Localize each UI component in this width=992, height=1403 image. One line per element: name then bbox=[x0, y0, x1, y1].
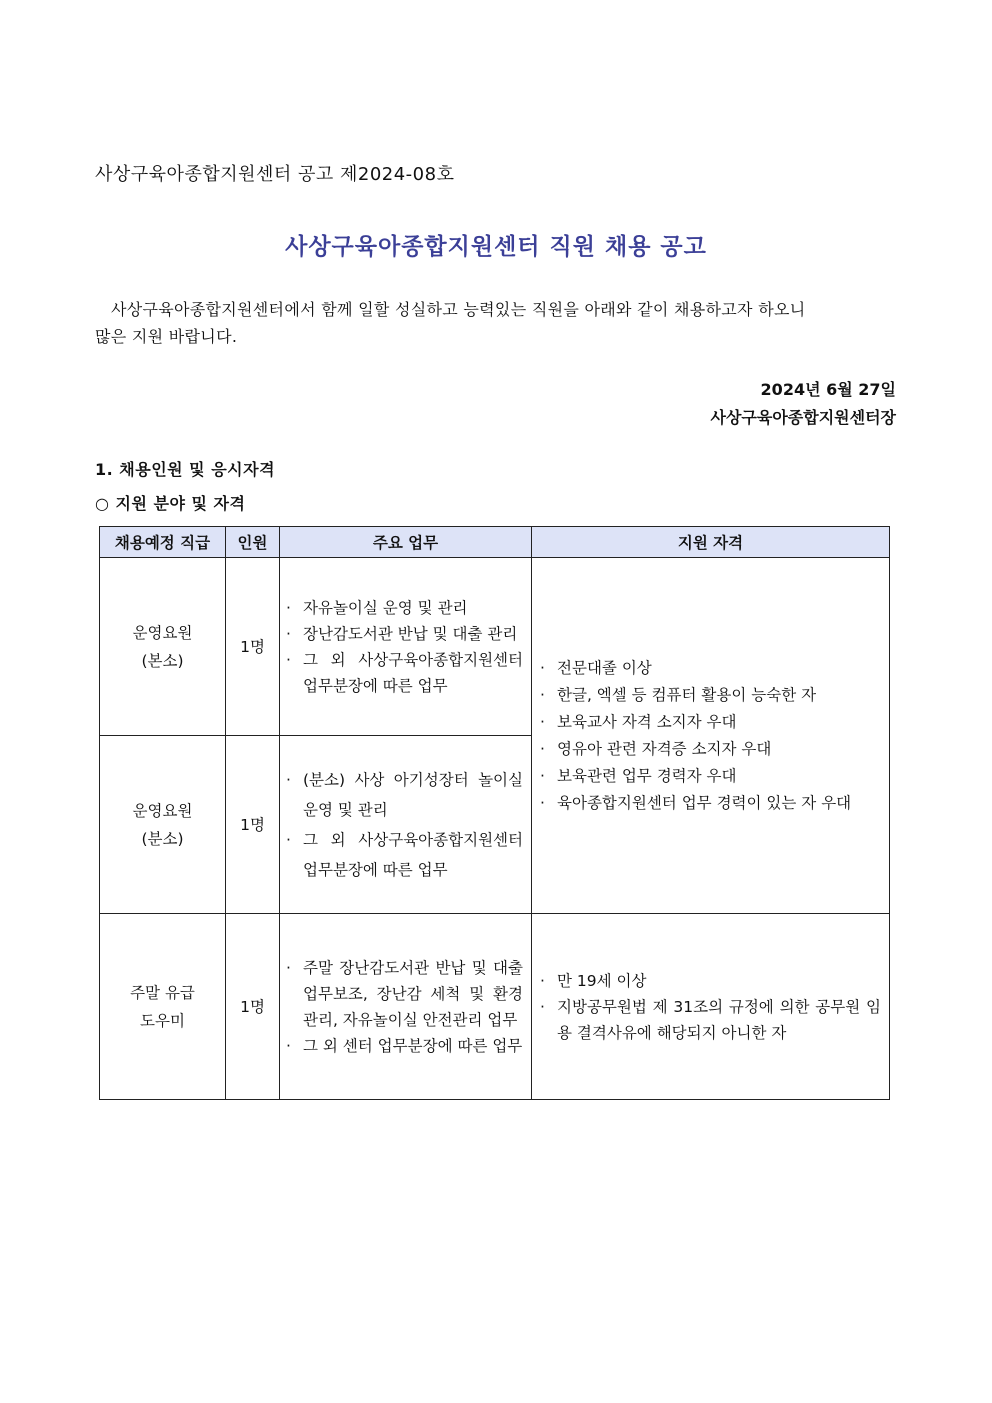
header-position: 채용예정 직급 bbox=[100, 527, 226, 558]
bullet: · bbox=[540, 793, 545, 812]
page-title: 사상구육아종합지원센터 직원 채용 공고 bbox=[285, 234, 707, 260]
qualification-item bbox=[540, 709, 881, 736]
intro-paragraph bbox=[95, 296, 895, 350]
bullet: · bbox=[540, 712, 545, 731]
bullet: · bbox=[540, 739, 545, 758]
shared-qualifications-cell bbox=[532, 558, 890, 914]
qualification-item bbox=[540, 763, 881, 790]
duty-text: 자유놀이실 운영 및 관리 bbox=[303, 598, 468, 617]
bullet: · bbox=[286, 770, 291, 789]
bullet: · bbox=[540, 658, 545, 677]
qualification-text: 영유아 관련 자격증 소지자 우대 bbox=[557, 739, 772, 758]
notice-number: 사상구육아종합지원센터 공고 제2024-08호 bbox=[95, 164, 455, 185]
header-duties: 주요 업무 bbox=[280, 527, 532, 558]
position-name: 운영요원 bbox=[132, 801, 193, 820]
duty-text: (분소) 사상 아기성장터 놀이실 운영 및 관리 bbox=[303, 770, 523, 819]
table-header-row bbox=[100, 527, 890, 558]
bullet: · bbox=[286, 650, 291, 669]
bullet: · bbox=[286, 958, 291, 977]
qualification-item bbox=[540, 968, 881, 994]
duty-item bbox=[286, 765, 523, 825]
qualification-item bbox=[540, 736, 881, 763]
duty-item bbox=[286, 621, 523, 647]
bullet: · bbox=[540, 971, 545, 990]
qualification-text: 지방공무원법 제 31조의 규정에 의한 공무원 임용 결격사유에 해당되지 아니한 자 bbox=[557, 997, 881, 1042]
duty-item bbox=[286, 595, 523, 621]
qualification-text: 전문대졸 이상 bbox=[557, 658, 652, 677]
subsection-title: ○ 지원 분야 및 자격 bbox=[95, 494, 246, 513]
duty-item bbox=[286, 1033, 523, 1059]
signature-block bbox=[711, 376, 896, 432]
headcount-cell: 1명 bbox=[226, 558, 280, 736]
header-qualifications: 지원 자격 bbox=[532, 527, 890, 558]
duty-text: 그 외 센터 업무분장에 따른 업무 bbox=[303, 1036, 523, 1055]
position-location: (본소) bbox=[141, 651, 184, 670]
duty-item bbox=[286, 825, 523, 885]
bullet: · bbox=[286, 598, 291, 617]
bullet: · bbox=[286, 624, 291, 643]
bullet: · bbox=[540, 685, 545, 704]
qualification-item bbox=[540, 655, 881, 682]
recruitment-table bbox=[99, 526, 890, 1100]
bullet: · bbox=[286, 830, 291, 849]
qualification-text: 한글, 엑셀 등 컴퓨터 활용이 능숙한 자 bbox=[557, 685, 817, 704]
duties-cell bbox=[280, 736, 532, 914]
bullet: · bbox=[286, 1036, 291, 1055]
position-location: (분소) bbox=[141, 829, 184, 848]
header-count: 인원 bbox=[226, 527, 280, 558]
qualification-item bbox=[540, 682, 881, 709]
qualifications-cell bbox=[532, 914, 890, 1100]
table-row bbox=[100, 914, 890, 1100]
position-location: 도우미 bbox=[140, 1011, 185, 1030]
section-title: 1. 채용인원 및 응시자격 bbox=[95, 460, 276, 479]
headcount-cell: 1명 bbox=[226, 736, 280, 914]
notice-date: 2024년 6월 27일 bbox=[760, 380, 896, 399]
bullet: · bbox=[540, 997, 545, 1016]
duty-item bbox=[286, 955, 523, 1033]
position-cell bbox=[100, 558, 226, 736]
position-cell bbox=[100, 736, 226, 914]
duty-text: 그 외 사상구육아종합지원센터 업무분장에 따른 업무 bbox=[303, 650, 523, 695]
qualification-text: 보육관련 업무 경력자 우대 bbox=[557, 766, 737, 785]
signatory: 사상구육아종합지원센터장 bbox=[710, 408, 896, 427]
intro-line-2: 많은 지원 바랍니다. bbox=[95, 327, 238, 346]
bullet: · bbox=[540, 766, 545, 785]
qualification-text: 만 19세 이상 bbox=[557, 971, 647, 990]
duty-text: 주말 장난감도서관 반납 및 대출 업무보조, 장난감 세척 및 환경 관리, 자유놀이실 안전관리 업무 bbox=[303, 958, 523, 1029]
position-name: 주말 유급 bbox=[130, 983, 195, 1002]
qualification-item bbox=[540, 790, 881, 817]
qualification-item bbox=[540, 994, 881, 1046]
duties-cell bbox=[280, 914, 532, 1100]
position-name: 운영요원 bbox=[132, 623, 193, 642]
duty-text: 장난감도서관 반납 및 대출 관리 bbox=[303, 624, 518, 643]
duties-cell bbox=[280, 558, 532, 736]
headcount-cell: 1명 bbox=[226, 914, 280, 1100]
qualification-text: 육아종합지원센터 업무 경력이 있는 자 우대 bbox=[557, 793, 852, 812]
qualification-text: 보육교사 자격 소지자 우대 bbox=[557, 712, 737, 731]
table-row bbox=[100, 558, 890, 736]
position-cell bbox=[100, 914, 226, 1100]
duty-item bbox=[286, 647, 523, 699]
intro-line-1: 사상구육아종합지원센터에서 함께 일할 성실하고 능력있는 직원을 아래와 같이 채용하고자 하오니 bbox=[111, 300, 806, 319]
duty-text: 그 외 사상구육아종합지원센터 업무분장에 따른 업무 bbox=[303, 830, 523, 879]
